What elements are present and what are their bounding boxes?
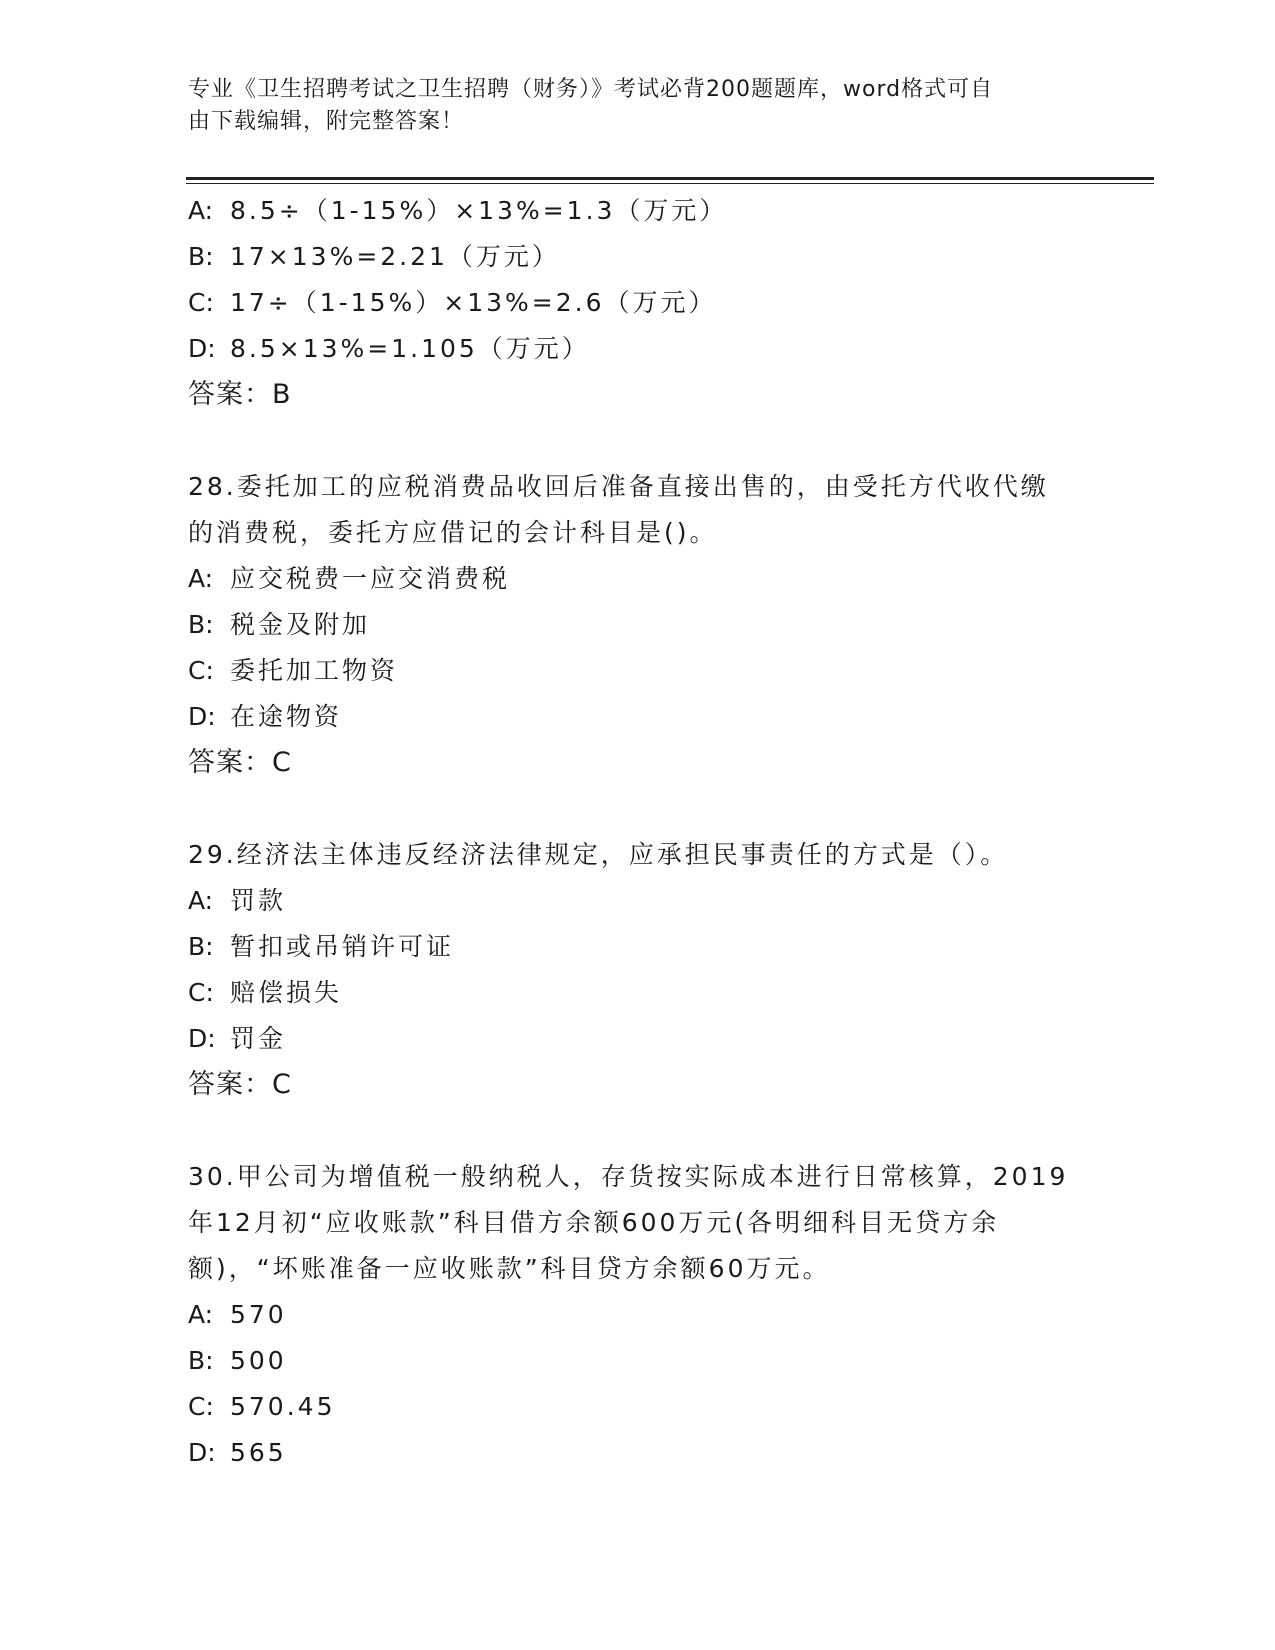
option-text: 565 (230, 1438, 287, 1467)
spacer (188, 418, 1088, 464)
option-text: 570.45 (230, 1392, 336, 1421)
option-d (188, 1430, 1088, 1476)
option-key: C: (188, 1392, 214, 1421)
option-text: 委托加工物资 (230, 656, 399, 685)
option-text: 罚款 (230, 886, 287, 915)
option-c (188, 648, 1088, 694)
option-text: 17÷（1-15%）×13%=2.6（万元） (230, 288, 717, 317)
option-key: B: (188, 1346, 214, 1375)
question-29 (188, 832, 1088, 1108)
question-30 (188, 1154, 1088, 1476)
option-c (188, 1384, 1088, 1430)
option-a (188, 188, 1088, 234)
header-divider-thin (186, 183, 1154, 184)
option-text: 570 (230, 1300, 287, 1329)
spacer (188, 786, 1088, 832)
option-text: 17×13%=2.21（万元） (230, 242, 560, 271)
header-line-2: 由下载编辑，附完整答案！ (188, 109, 465, 134)
option-key: D: (188, 1438, 216, 1467)
option-text: 在途物资 (230, 702, 343, 731)
option-key: A: (188, 564, 214, 593)
option-d (188, 1016, 1088, 1062)
header-line-1: 专业《卫生招聘考试之卫生招聘（财务）》考试必背200题题库，word格式可自 (188, 77, 994, 102)
option-a (188, 1292, 1088, 1338)
option-c (188, 280, 1088, 326)
answer-line: 答案：C (188, 747, 292, 778)
option-text: 税金及附加 (230, 610, 371, 639)
option-d (188, 694, 1088, 740)
option-key: A: (188, 886, 214, 915)
option-b (188, 234, 1088, 280)
page-header (188, 74, 1068, 138)
answer-line: 答案：B (188, 379, 292, 410)
option-key: B: (188, 932, 214, 961)
option-b (188, 602, 1088, 648)
option-text: 8.5÷（1-15%）×13%=1.3（万元） (230, 196, 728, 225)
option-d (188, 326, 1088, 372)
question-stem-line: 额)，“坏账准备一应收账款”科目贷方余额60万元。 (188, 1254, 831, 1283)
question-28 (188, 464, 1088, 786)
option-c (188, 970, 1088, 1016)
option-a (188, 878, 1088, 924)
option-text: 暂扣或吊销许可证 (230, 932, 455, 961)
option-text: 8.5×13%=1.105（万元） (230, 334, 590, 363)
option-b (188, 1338, 1088, 1384)
option-key: A: (188, 196, 214, 225)
question-27-continued (188, 188, 1088, 418)
answer-line: 答案：C (188, 1069, 292, 1100)
option-key: C: (188, 288, 214, 317)
option-key: C: (188, 656, 214, 685)
header-divider-thick (186, 177, 1154, 180)
option-key: D: (188, 334, 216, 363)
option-text: 赔偿损失 (230, 978, 343, 1007)
option-key: B: (188, 242, 214, 271)
question-stem-line: 28.委托加工的应税消费品收回后准备直接出售的，由受托方代收代缴 (188, 472, 1049, 501)
option-key: B: (188, 610, 214, 639)
option-a (188, 556, 1088, 602)
option-text: 500 (230, 1346, 287, 1375)
option-b (188, 924, 1088, 970)
option-key: A: (188, 1300, 214, 1329)
question-stem-line: 的消费税，委托方应借记的会计科目是()。 (188, 518, 718, 547)
question-stem-line: 年12月初“应收账款”科目借方余额600万元(各明细科目无贷方余 (188, 1208, 1000, 1237)
option-key: C: (188, 978, 214, 1007)
spacer (188, 1108, 1088, 1154)
option-key: D: (188, 702, 216, 731)
question-stem-line: 29.经济法主体违反经济法律规定，应承担民事责任的方式是（）。 (188, 840, 1009, 869)
option-text: 罚金 (230, 1024, 287, 1053)
option-key: D: (188, 1024, 216, 1053)
document-body (188, 188, 1088, 1476)
question-stem-line: 30.甲公司为增值税一般纳税人，存货按实际成本进行日常核算，2019 (188, 1162, 1069, 1191)
option-text: 应交税费一应交消费税 (230, 564, 511, 593)
